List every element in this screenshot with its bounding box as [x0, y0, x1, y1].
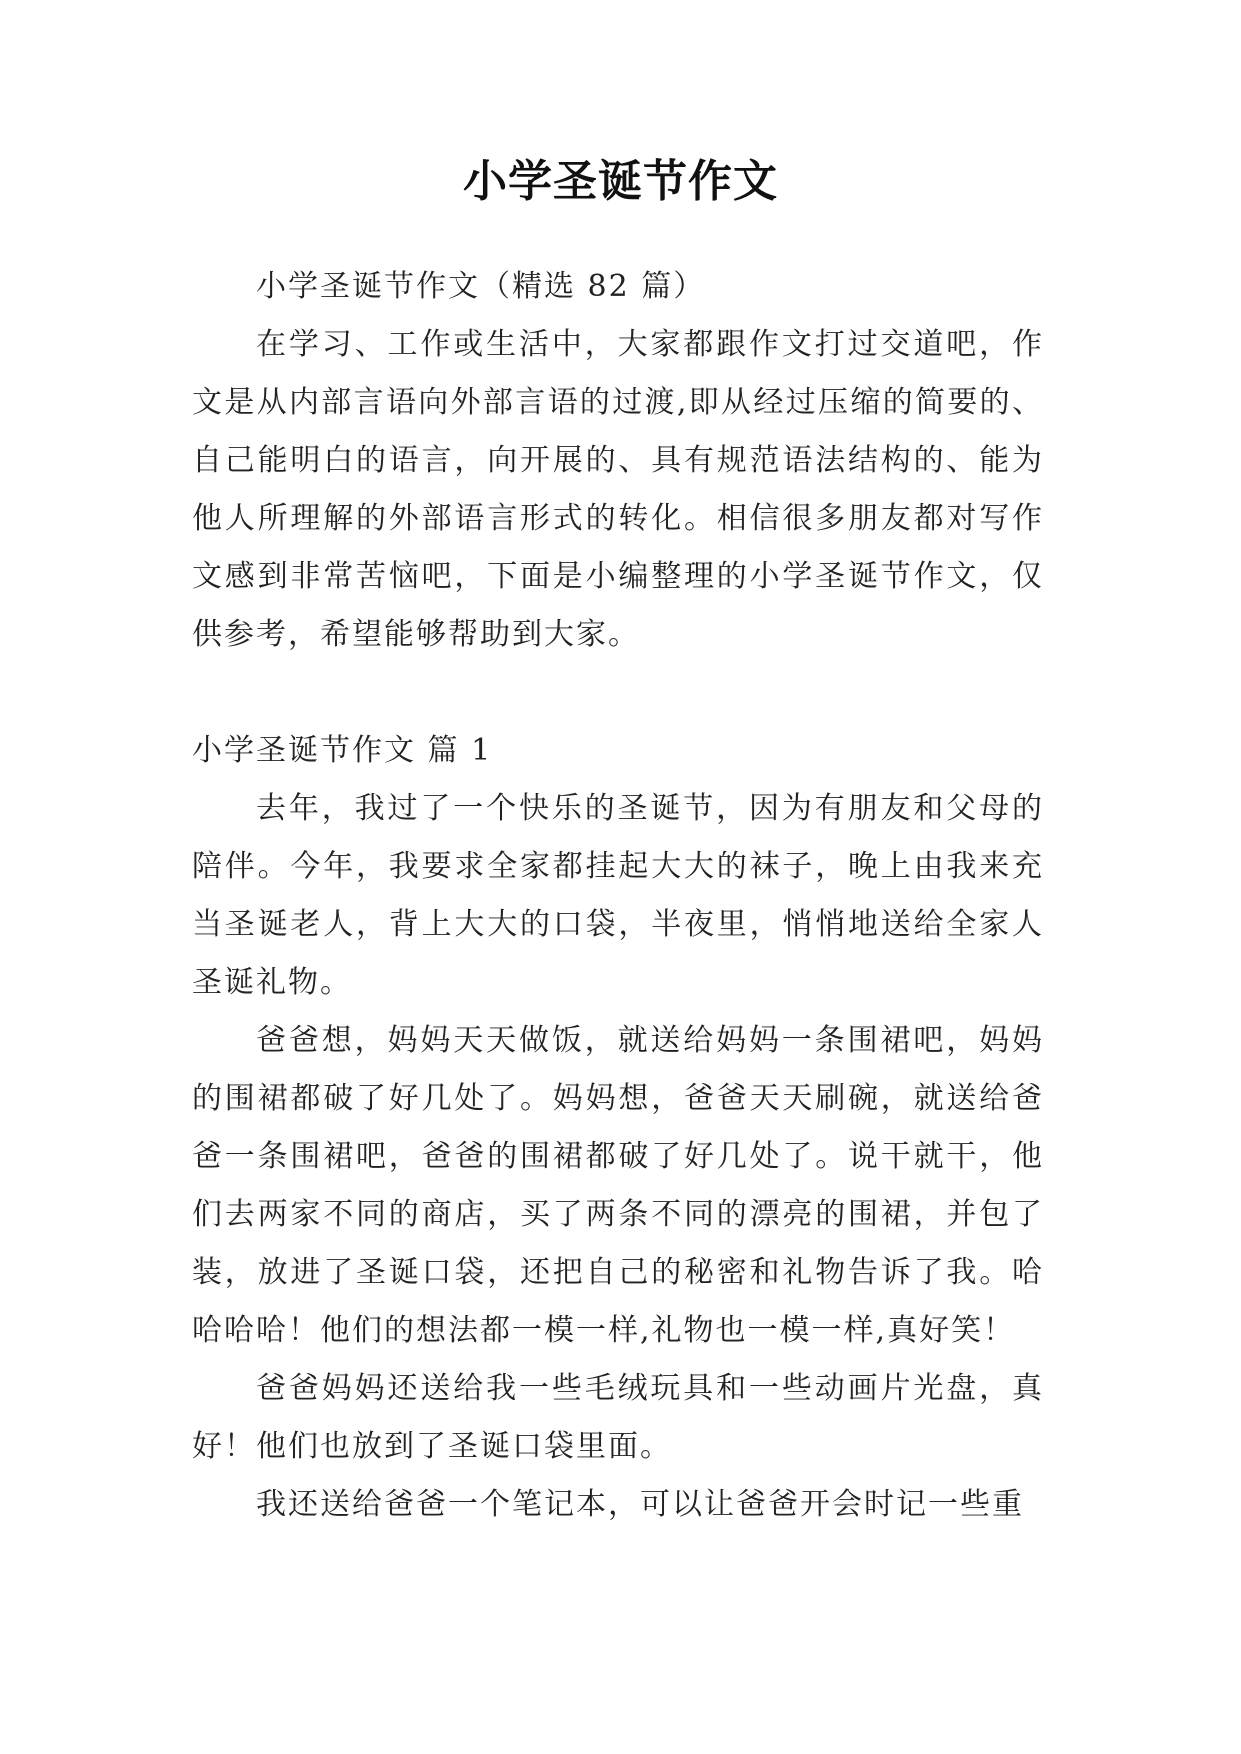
body-paragraph: 爸爸想，妈妈天天做饭，就送给妈妈一条围裙吧，妈妈的围裙都破了好几处了。妈妈想，爸爸天天刷碗，就送给爸爸一条围裙吧，爸爸的围裙都破了好几处了。说干就干，他们去两家不同的商店，买了两条不同的漂亮的围裙，并包了装，放进了圣诞口袋，还把自己的秘密和礼物告诉了我。哈哈哈哈！他们的想法都一模一样,礼物也一模一样,真好笑！: [192, 1023, 1044, 1348]
document-subtitle: 小学圣诞节作文（精选 82 篇）: [256, 269, 706, 304]
body-paragraph: 爸爸妈妈还送给我一些毛绒玩具和一些动画片光盘，真好！他们也放到了圣诞口袋里面。: [192, 1371, 1044, 1464]
body-paragraph: 我还送给爸爸一个笔记本，可以让爸爸开会时记一些重: [256, 1487, 1024, 1522]
section-heading: 小学圣诞节作文 篇 1: [192, 733, 493, 768]
intro-paragraph: 在学习、工作或生活中，大家都跟作文打过交道吧，作文是从内部言语向外部言语的过渡,即从经过压缩的简要的、自己能明白的语言，向开展的、具有规范语法结构的、能为他人所理解的外部语言形式的转化。相信很多朋友都对写作文感到非常苦恼吧，下面是小编整理的小学圣诞节作文，仅供参考，希望能够帮助到大家。: [192, 327, 1044, 652]
document-title: 小学圣诞节作文: [463, 156, 778, 207]
document-body: [192, 258, 1044, 1534]
body-paragraph: 去年，我过了一个快乐的圣诞节，因为有朋友和父母的陪伴。今年，我要求全家都挂起大大的袜子，晚上由我来充当圣诞老人，背上大大的口袋，半夜里，悄悄地送给全家人圣诞礼物。: [192, 791, 1044, 1000]
